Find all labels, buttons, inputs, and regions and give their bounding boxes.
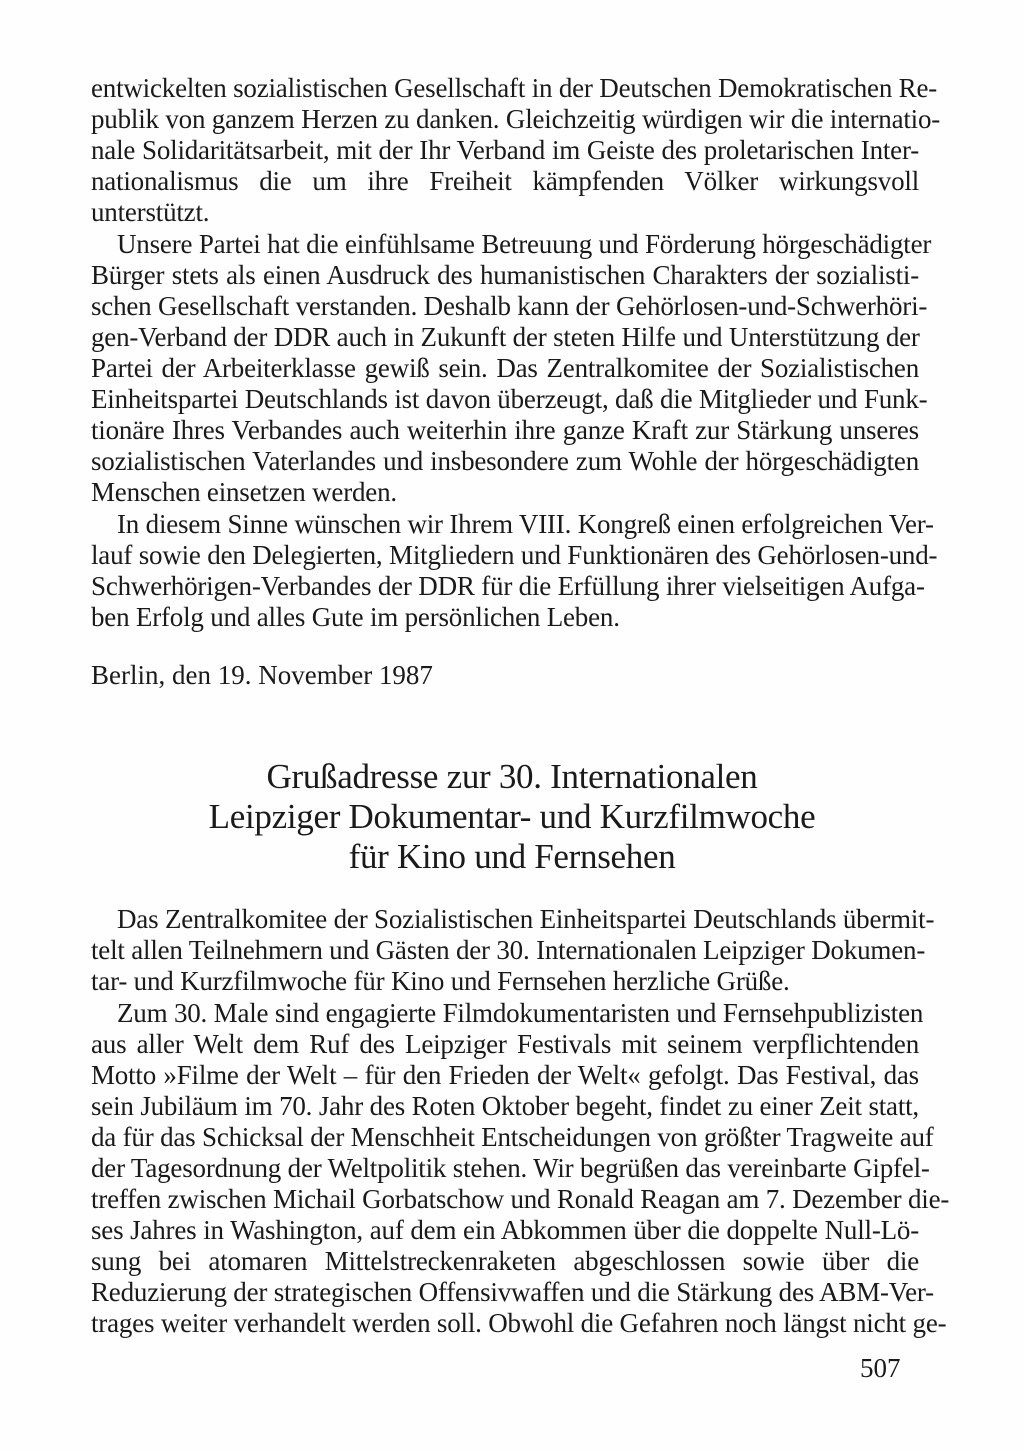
text-line: telt allen Teilnehmern und Gästen der 30. Internationalen Leipziger Dokumen- [91,935,926,965]
text-line: Schwerhörigen-Verbandes der DDR für die Erfüllung ihrer vielseitigen Aufga- [91,571,925,601]
text-line: ses Jahres in Washington, auf dem ein Abkommen über die doppelte Null-Lö- [91,1215,919,1245]
text-line: Partei der Arbeiterklasse gewiß sein. Das Zentralkomitee der Sozialistischen [91,353,919,383]
text-line: nationalismus die um ihre Freiheit kämpfenden Völker wirkungsvoll [91,166,919,196]
text-line: Reduzierung der strategischen Offensivwaffen und die Stärkung des ABM-Ver- [91,1277,934,1307]
text-line: In diesem Sinne wünschen wir Ihrem VIII. Kongreß einen erfolgreichen Ver- [117,509,934,539]
section-title-line: Leipziger Dokumentar- und Kurzfilmwoche [208,797,816,836]
text-line: tionäre Ihres Verbandes auch weiterhin ihre ganze Kraft zur Stärkung unseres [91,415,919,445]
text-line: Zum 30. Male sind engagierte Filmdokumentaristen und Fernsehpublizisten [117,998,924,1028]
text-line: nale Solidaritätsarbeit, mit der Ihr Verband im Geiste des proletarischen Inter- [91,135,919,165]
section-title-line: Grußadresse zur 30. Internationalen [266,757,758,796]
text-line: sein Jubiläum im 70. Jahr des Roten Oktober begeht, findet zu einer Zeit statt, [91,1091,919,1121]
text-line: Unsere Partei hat die einfühlsame Betreuung und Förderung hörgeschädigter [117,229,932,259]
text-line: Das Zentralkomitee der Sozialistischen Einheitspartei Deutschlands übermit- [117,904,935,934]
text-line: sung bei atomaren Mittelstreckenraketen abgeschlossen sowie über die [91,1246,919,1276]
text-line: Menschen einsetzen werden. [91,477,397,507]
text-line: sozialistischen Vaterlandes und insbesondere zum Wohle der hörgeschädigten [91,446,919,476]
text-line: Einheitspartei Deutschlands ist davon überzeugt, daß die Mitglieder und Funk- [91,384,928,414]
text-line: tar- und Kurzfilmwoche für Kino und Fernsehen herzliche Grüße. [91,966,790,996]
text-line: der Tagesordnung der Weltpolitik stehen. Wir begrüßen das vereinbarte Gipfel- [91,1153,930,1183]
page-number: 507 [860,1353,901,1383]
text-line: aus aller Welt dem Ruf des Leipziger Festivals mit seinem verpflichtenden [91,1029,919,1059]
section-title-line: für Kino und Fernsehen [348,837,676,876]
text-line: lauf sowie den Delegierten, Mitgliedern und Funktionären des Gehörlosen-und- [91,540,938,570]
text-line: ben Erfolg und alles Gute im persönlichen Leben. [91,602,620,632]
text-line: trages weiter verhandelt werden soll. Obwohl die Gefahren noch längst nicht ge- [91,1308,947,1338]
dateline: Berlin, den 19. November 1987 [91,660,433,690]
text-line: treffen zwischen Michail Gorbatschow und Ronald Reagan am 7. Dezember die- [91,1184,950,1214]
text-line: entwickelten sozialistischen Gesellschaft in der Deutschen Demokratischen Re- [91,73,938,103]
text-line: da für das Schicksal der Menschheit Entscheidungen von größter Tragweite auf [91,1122,934,1152]
text-line: Bürger stets als einen Ausdruck des humanistischen Charakters der sozialisti- [91,260,919,290]
text-line: schen Gesellschaft verstanden. Deshalb kann der Gehörlosen-und-Schwerhöri- [91,291,928,321]
text-line: gen-Verband der DDR auch in Zukunft der steten Hilfe und Unterstützung der [91,322,920,352]
text-line: Motto »Filme der Welt – für den Frieden der Welt« gefolgt. Das Festival, das [91,1060,919,1090]
text-line: unterstützt. [91,197,210,227]
text-line: publik von ganzem Herzen zu danken. Gleichzeitig würdigen wir die internatio- [91,104,941,134]
